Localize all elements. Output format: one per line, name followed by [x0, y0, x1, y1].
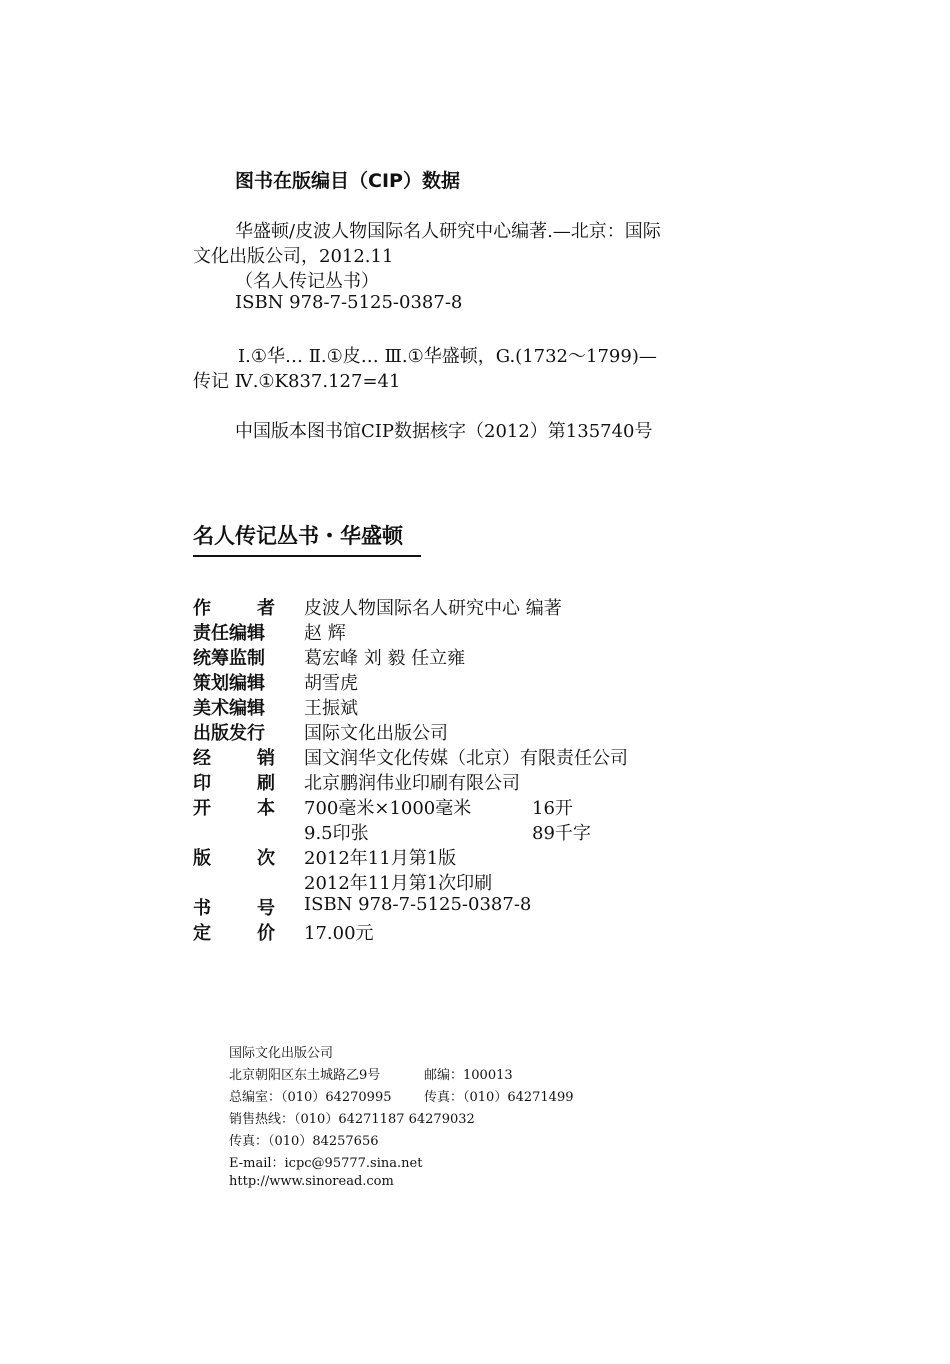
- edition-value: 2012年11月第1版: [304, 848, 457, 869]
- price-value: 17.00元: [304, 923, 374, 944]
- cip-line: ISBN 978-7-5125-0387-8: [235, 292, 463, 313]
- cip-line: 中国版本图书馆CIP数据核字（2012）第135740号: [235, 421, 653, 442]
- publisher-value: 国际文化出版公司: [304, 723, 448, 744]
- supervisor-value: 葛宏峰 刘 毅 任立雍: [304, 648, 466, 669]
- series-title: 名人传记丛书・华盛顿: [193, 524, 403, 548]
- planner-label: 策划编辑: [193, 673, 265, 694]
- art-editor-label: 美术编辑: [193, 698, 265, 719]
- isbn-value: ISBN 978-7-5125-0387-8: [304, 894, 532, 915]
- art-editor-value: 王振斌: [304, 698, 358, 719]
- cip-line: 华盛顿/皮波人物国际名人研究中心编著.—北京：国际: [235, 221, 661, 242]
- cip-line: （名人传记丛书）: [235, 271, 379, 292]
- sales-fax: 传真：（010）84257656: [229, 1134, 379, 1149]
- isbn-label: 书 号: [193, 898, 275, 919]
- cip-line: 传记 Ⅳ.①K837.127=41: [193, 371, 401, 392]
- publisher-label: 出版发行: [193, 723, 265, 744]
- printing-value: 2012年11月第1次印刷: [304, 873, 493, 894]
- author-label: 作 者: [193, 598, 275, 619]
- words-value: 89千字: [532, 823, 591, 844]
- sheets-value: 9.5印张: [304, 823, 369, 844]
- format-kai-value: 16开: [532, 798, 573, 819]
- printer-value: 北京鹏润伟业印刷有限公司: [304, 773, 520, 794]
- supervisor-label: 统筹监制: [193, 648, 265, 669]
- cip-heading: 图书在版编目（CIP）数据: [235, 170, 460, 192]
- publisher-postcode: 邮编：100013: [424, 1068, 513, 1083]
- publisher-address: 北京朝阳区东土城路乙9号: [229, 1068, 381, 1083]
- edition-label: 版 次: [193, 848, 275, 869]
- publisher-website: http://www.sinoread.com: [229, 1174, 394, 1189]
- sales-hotline: 销售热线：（010）64271187 64279032: [229, 1112, 475, 1127]
- distributor-value: 国文润华文化传媒（北京）有限责任公司: [304, 748, 628, 769]
- printer-label: 印 刷: [193, 773, 275, 794]
- format-value: 700毫米×1000毫米: [304, 798, 472, 819]
- cip-line: 文化出版公司，2012.11: [193, 246, 394, 267]
- publisher-name: 国际文化出版公司: [229, 1046, 334, 1061]
- cip-line: Ⅰ.①华… Ⅱ.①皮… Ⅲ.①华盛顿，G.(1732～1799)—: [238, 346, 657, 367]
- editorial-office-phone: 总编室：（010）64270995: [229, 1090, 392, 1105]
- editor-label: 责任编辑: [193, 623, 265, 644]
- editorial-fax: 传真：（010）64271499: [424, 1090, 574, 1105]
- price-label: 定 价: [193, 923, 275, 944]
- publisher-email: E-mail：icpc@95777.sina.net: [229, 1156, 423, 1171]
- format-label: 开 本: [193, 798, 275, 819]
- planner-value: 胡雪虎: [304, 673, 358, 694]
- title-underline: [193, 555, 421, 557]
- editor-value: 赵 辉: [304, 623, 346, 644]
- distributor-label: 经 销: [193, 748, 275, 769]
- author-value: 皮波人物国际名人研究中心 编著: [304, 598, 562, 619]
